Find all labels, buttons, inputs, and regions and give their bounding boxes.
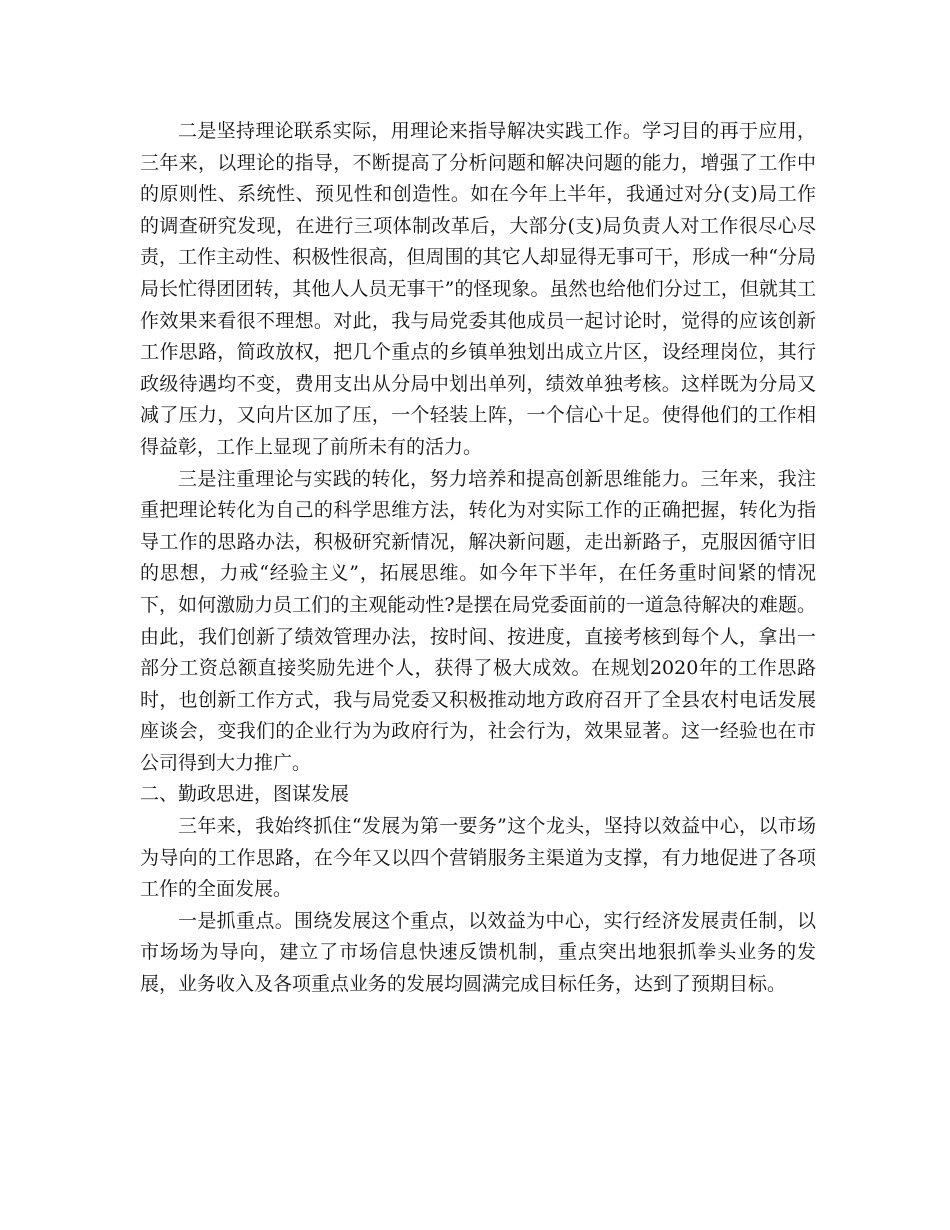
body-paragraph: 三年来，我始终抓住“发展为第一要务”这个龙头，坚持以效益中心，以市场为导向的工作思路，在今年又以四个营销服务主渠道为支撑，有力地促进了各项工作的全面发展。 (140, 815, 816, 901)
section-heading: 二、勤政思进，图谋发展 (140, 783, 350, 806)
body-paragraph: 三是注重理论与实践的转化，努力培养和提高创新思维能力。三年来，我注重把理论转化为自己的科学思维方法，转化为对实际工作的正确把握，转化为指导工作的思路办法，积极研究新情况，解决新问题，走出新路子，克服因循守旧的思想，力戒“经验主义”，拓展思维。如今年下半年，在任务重时间紧的情况下，如何激励力员工们的主观能动性?是摆在局党委面前的一道急待解决的难题。由此，我们创新了绩效管理办法，按时间、按进度，直接考核到每个人，拿出一部分工资总额直接奖励先进个人，获得了极大成效。在规划2020年的工作思路时，也创新工作方式，我与局党委又积极推动地方政府召开了全县农村电话发展座谈会，变我们的企业行为为政府行为，社会行为，效果显著。这一经验也在市公司得到大力推广。 (140, 467, 816, 774)
body-paragraph: 一是抓重点。围绕发展这个重点，以效益为中心，实行经济发展责任制，以市场场为导向，建立了市场信息快速反馈机制，重点突出地狠抓拳头业务的发展，业务收入及各项重点业务的发展均圆满完成目标任务，达到了预期目标。 (140, 909, 816, 996)
document-page (140, 116, 816, 1001)
body-paragraph: 二是坚持理论联系实际，用理论来指导解决实践工作。学习目的再于应用，三年来，以理论的指导，不断提高了分析问题和解决问题的能力，增强了工作中的原则性、系统性、预见性和创造性。如在今年上半年，我通过对分(支)局工作的调查研究发现，在进行三项体制改革后，大部分(支)局负责人对工作很尽心尽责，工作主动性、积极性很高，但周围的其它人却显得无事可干，形成一种“分局局长忙得团团转，其他人人员无事干”的怪现象。虽然也给他们分过工，但就其工作效果来看很不理想。对此，我与局党委其他成员一起讨论时，觉得的应该创新工作思路，简政放权，把几个重点的乡镇单独划出成立片区，设经理岗位，其行政级待遇均不变，费用支出从分局中划出单列，绩效单独考核。这样既为分局又减了压力，又向片区加了压，一个轻装上阵，一个信心十足。使得他们的工作相得益彰，工作上显现了前所未有的活力。 (140, 120, 816, 458)
